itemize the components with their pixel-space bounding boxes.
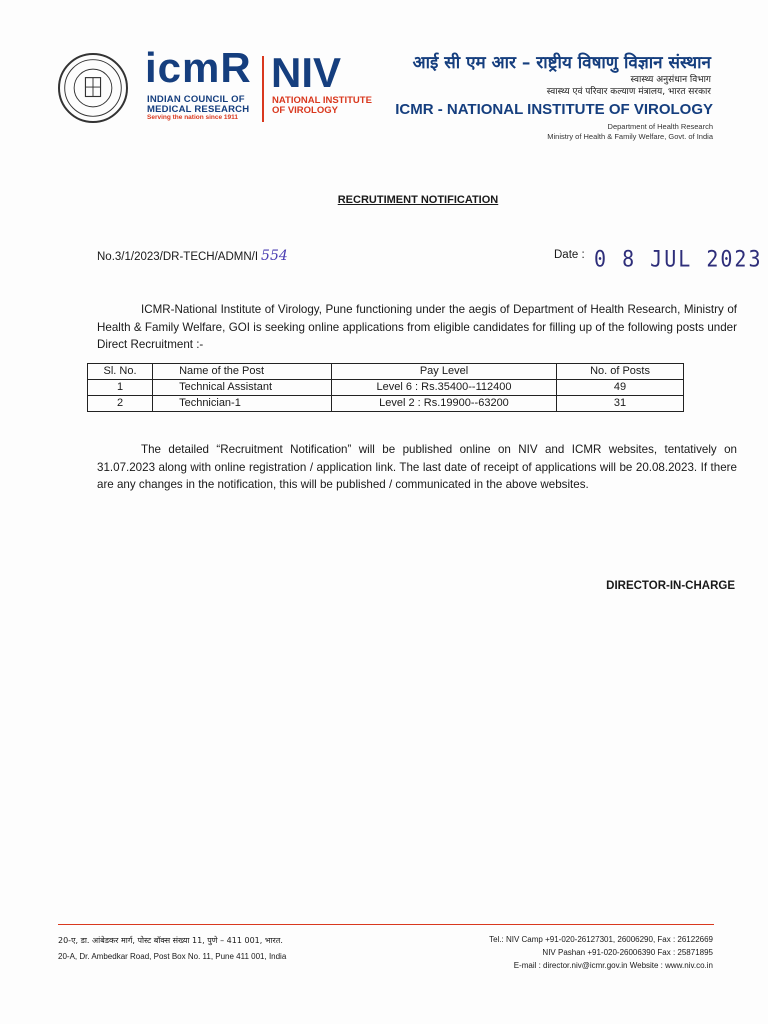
column-header: Name of the Post [153, 364, 332, 380]
hindi-department [547, 74, 711, 98]
column-header: No. of Posts [557, 364, 684, 380]
footer-contact-email: E-mail : director.niv@icmr.gov.in Website : www.niv.co.in [513, 961, 713, 970]
reference-number [97, 248, 288, 264]
icmr-full-name [147, 95, 249, 115]
table-cell: 1 [88, 380, 153, 396]
signatory-designation: DIRECTOR-IN-CHARGE [606, 580, 735, 592]
table-cell: Level 2 : Rs.19900--63200 [331, 396, 556, 412]
reference-number-text: No.3/1/2023/DR-TECH/ADMN/I [97, 251, 259, 263]
english-department [547, 122, 713, 141]
icmr-tagline: Serving the nation since 1911 [147, 114, 239, 121]
footer-contact [489, 933, 713, 972]
notice-title: RECRUTIMENT NOTIFICATION [337, 194, 499, 206]
intro-paragraph [97, 301, 737, 354]
footer-address [58, 933, 286, 965]
logo-divider [262, 56, 264, 122]
footer-contact-pashan: NIV Pashan +91-020-26006390 Fax : 25871895 [542, 948, 713, 957]
table-row [88, 396, 684, 412]
niv-wordmark: NIV [271, 49, 342, 96]
hindi-department-line1: स्वास्थ्य अनुसंधान विभाग [630, 75, 711, 85]
table-cell: 49 [557, 380, 684, 396]
footer-address-english: 20-A, Dr. Ambedkar Road, Post Box No. 11, Pune 411 001, India [58, 952, 287, 961]
footer-contact-phone: Tel.: NIV Camp +91-020-26127301, 26006290, Fax : 26122669 [489, 935, 713, 944]
english-department-line2: Ministry of Health & Family Welfare, Govt. of India [547, 131, 713, 141]
table-header-row [88, 364, 684, 380]
column-header: Sl. No. [88, 364, 153, 380]
niv-full-name-line1: NATIONAL INSTITUTE [272, 95, 372, 106]
table-row [88, 380, 684, 396]
english-department-line1: Department of Health Research [607, 122, 713, 131]
footer-divider [58, 924, 714, 925]
icmr-wordmark: icmR [145, 44, 252, 91]
date-label: Date : [554, 249, 585, 261]
details-paragraph [97, 441, 737, 494]
column-header: Pay Level [331, 364, 556, 380]
details-paragraph-text: The detailed “Recruitment Notification” will be published online on NIV and ICMR websites, tentatively on 31.07.2023 along with online registration / application link. The last date of receipt of applications will be 20.08.2023. If there are any changes in the notification, this will be published / communicated in the above websites. [97, 443, 737, 491]
reference-handwritten-number: 554 [261, 248, 288, 264]
posts-table [87, 363, 684, 412]
table-cell: Level 6 : Rs.35400--112400 [331, 380, 556, 396]
hindi-institute-title: आई सी एम आर – राष्ट्रीय विषाणु विज्ञान संस्थान [412, 53, 711, 73]
footer-address-hindi: 20-ए, डा. आंबेडकर मार्ग, पोस्ट बॉक्स संख्या 11, पुणे – 411 001, भारत. [58, 936, 283, 945]
table-cell: 2 [88, 396, 153, 412]
hindi-department-line2: स्वास्थ्य एवं परिवार कल्याण मंत्रालय, भारत सरकार [546, 87, 711, 97]
intro-paragraph-text: ICMR-National Institute of Virology, Pune functioning under the aegis of Department of Health Research, Ministry of Health & Family Welfare, GOI is seeking online applications from eligible candidates for filling up of the following posts under Direct Recruitment :- [97, 303, 737, 351]
table-cell: Technician-1 [153, 396, 332, 412]
niv-full-name-line2: OF VIROLOGY [272, 105, 338, 116]
ministry-seal-logo [58, 53, 128, 123]
icmr-full-name-line1: INDIAN COUNCIL OF [147, 94, 245, 105]
date-stamp: 0 8 JUL 2023 [594, 245, 763, 273]
table-cell: Technical Assistant [153, 380, 332, 396]
english-institute-title: ICMR - NATIONAL INSTITUTE OF VIROLOGY [395, 101, 713, 118]
icmr-full-name-line2: MEDICAL RESEARCH [147, 104, 250, 115]
niv-full-name [272, 96, 372, 116]
table-cell: 31 [557, 396, 684, 412]
